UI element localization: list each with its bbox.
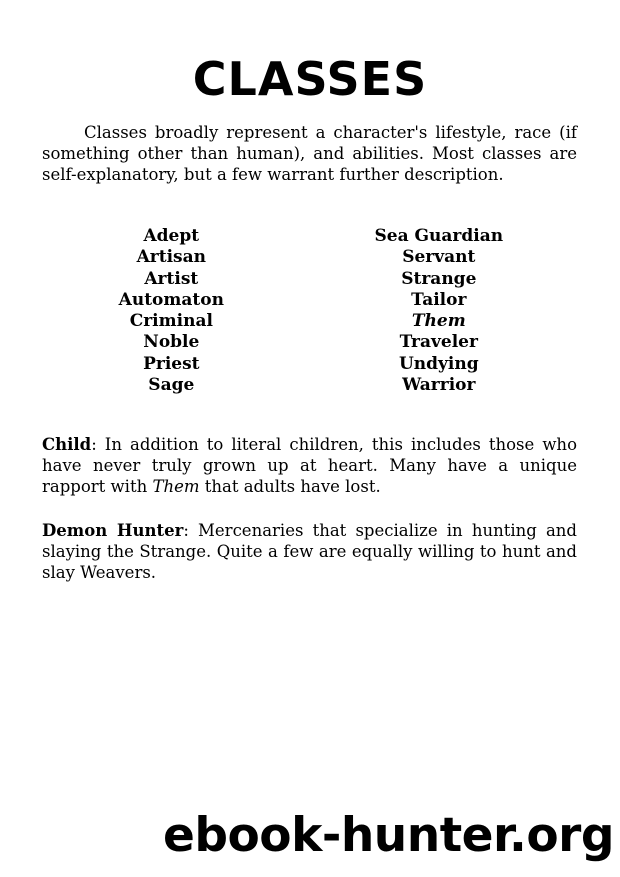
entry-demon-hunter [42, 520, 577, 583]
class-item: Warrior [402, 375, 476, 396]
class-item: Criminal [129, 311, 213, 332]
class-item: Undying [398, 353, 479, 374]
entry-text: that adults have lost. [199, 477, 381, 496]
entry-text: : In addition to literal children, this includes those who have never truly grown up at heart. Many have a unique rapport with [42, 435, 577, 496]
intro-paragraph: Classes broadly represent a character's lifestyle, race (if something other than human), and abilities. Most classes are self-explanatory, but a few warrant further description. [42, 123, 577, 184]
class-item: Automaton [118, 289, 224, 310]
class-item: Sea Guardian [374, 226, 504, 246]
class-item: Adept [143, 226, 200, 246]
class-item: Artist [144, 268, 199, 289]
class-item: Artisan [136, 247, 206, 268]
class-item: Sage [148, 375, 195, 396]
entry-child [42, 434, 577, 497]
page-title: CLASSES [192, 52, 428, 106]
class-item: Tailor [411, 289, 467, 310]
class-item: Priest [143, 353, 200, 374]
class-item: Them [411, 311, 466, 332]
entry-term: Child [42, 435, 92, 454]
classes-column-left [42, 226, 301, 396]
entry-emphasis: Them [152, 477, 200, 496]
class-item: Servant [402, 247, 476, 268]
watermark: ebook-hunter.org [162, 808, 614, 863]
class-item: Noble [143, 332, 200, 353]
classes-list [42, 226, 577, 396]
class-item: Traveler [399, 332, 478, 353]
classes-column-right [301, 226, 577, 396]
entry-text: : Mercenaries that specialize in hunting and slaying the Strange. Quite a few are equally willing to hunt and slay Weavers. [42, 521, 577, 582]
entry-term: Demon Hunter [42, 521, 184, 540]
class-item: Strange [401, 268, 477, 289]
